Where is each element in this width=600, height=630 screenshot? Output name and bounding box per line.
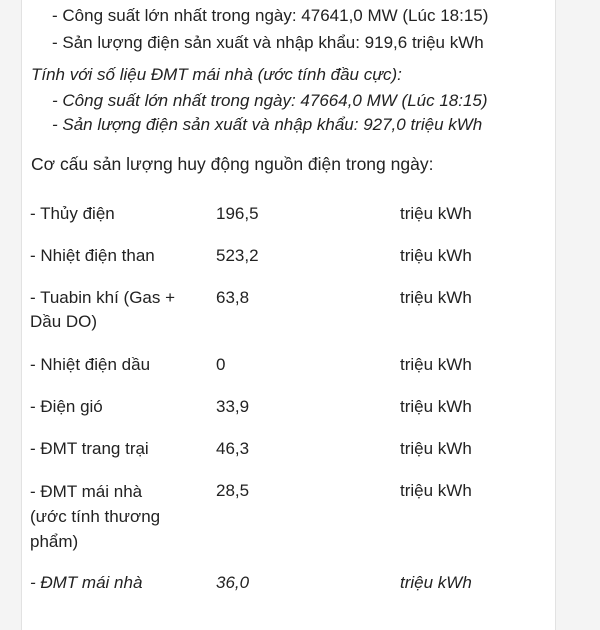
structure-heading: Cơ cấu sản lượng huy động nguồn điện trong ngày:: [31, 154, 434, 174]
row-value: 33,9: [216, 397, 250, 416]
row-label: - Nhiệt điện dầu: [30, 355, 151, 374]
rooftop-heading: Tính với số liệu ĐMT mái nhà (ước tính đầu cực):: [31, 65, 402, 84]
row-value: 36,0: [216, 573, 250, 592]
row-value: 63,8: [216, 288, 250, 307]
row-label: - Điện gió: [30, 397, 103, 416]
row-unit: triệu kWh: [400, 246, 472, 265]
rooftop-output-line: - Sản lượng điện sản xuất và nhập khẩu: 927,0 triệu kWh: [52, 115, 483, 134]
row-label: - ĐMT mái nhà: [30, 573, 143, 592]
row-unit: triệu kWh: [400, 397, 472, 416]
max-power-line: - Công suất lớn nhất trong ngày: 47641,0 MW (Lúc 18:15): [52, 6, 489, 25]
row-value: 196,5: [216, 204, 259, 223]
row-value: 523,2: [216, 246, 259, 265]
row-label: - Nhiệt điện than: [30, 246, 155, 265]
row-unit: triệu kWh: [400, 355, 472, 374]
row-unit: triệu kWh: [400, 481, 472, 500]
row-label: - ĐMT mái nhà (ước tính thương phẩm): [30, 482, 161, 551]
rooftop-max-power-line: - Công suất lớn nhất trong ngày: 47664,0 MW (Lúc 18:15): [52, 91, 488, 110]
row-unit: triệu kWh: [400, 573, 472, 592]
row-unit: triệu kWh: [400, 288, 472, 307]
output-line: - Sản lượng điện sản xuất và nhập khẩu: 919,6 triệu kWh: [52, 33, 484, 52]
row-value: 46,3: [216, 439, 250, 458]
row-unit: triệu kWh: [400, 204, 472, 223]
row-label: - Thủy điện: [30, 204, 115, 223]
row-value: 0: [216, 355, 226, 374]
row-label: - Tuabin khí (Gas + Dầu DO): [30, 288, 176, 331]
row-unit: triệu kWh: [400, 439, 472, 458]
row-value: 28,5: [216, 481, 250, 500]
row-label: - ĐMT trang trại: [30, 439, 149, 458]
